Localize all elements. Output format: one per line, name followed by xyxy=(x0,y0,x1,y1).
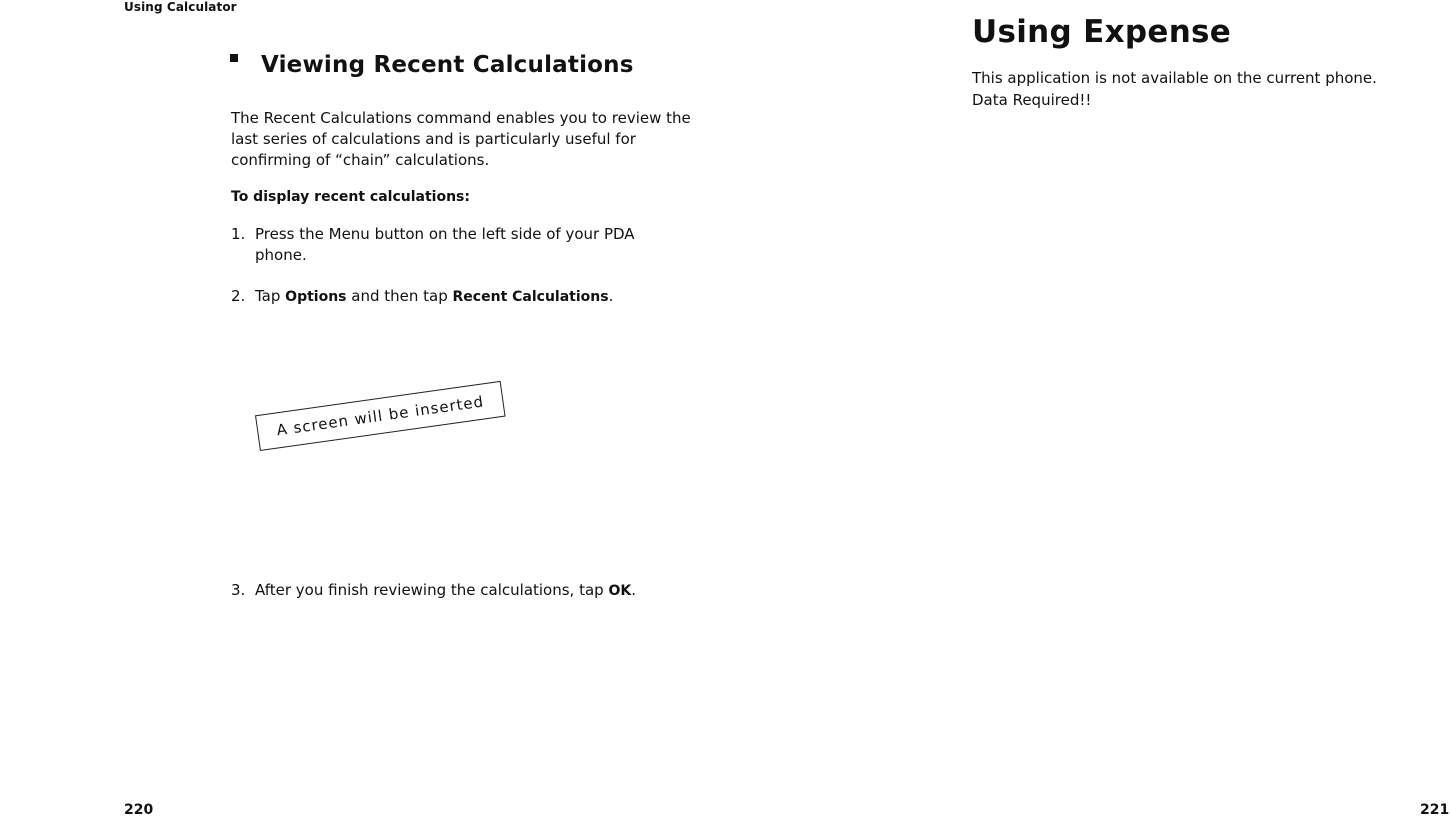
square-bullet-icon xyxy=(230,54,238,62)
step-text-prefix: Tap xyxy=(255,287,286,305)
options-term: Options xyxy=(285,289,347,305)
section-title: Viewing Recent Calculations xyxy=(261,52,634,78)
section-title-row xyxy=(230,52,634,78)
step-text xyxy=(255,286,613,308)
step-2 xyxy=(231,286,691,308)
step-3 xyxy=(231,580,691,602)
intro-paragraph: The Recent Calculations command enables you to review the last series of calculations and is particularly useful for confirming of “chain” calculations. xyxy=(231,109,691,169)
chapter-title: Using Expense xyxy=(972,14,1232,50)
step-1 xyxy=(231,224,691,266)
recent-calculations-term: Recent Calculations xyxy=(452,289,609,305)
step-text-suffix: . xyxy=(631,581,636,599)
step-number: 1. xyxy=(231,225,246,243)
step-text-suffix: . xyxy=(608,287,614,305)
right-page xyxy=(725,0,1450,819)
page-number-left: 220 xyxy=(124,802,154,818)
step-text-middle: and then tap xyxy=(346,287,453,305)
ok-term: OK xyxy=(608,583,632,599)
running-header: Using Calculator xyxy=(124,0,237,14)
procedure-heading: To display recent calculations: xyxy=(231,189,470,205)
step-number: 2. xyxy=(231,287,246,305)
data-required-line: Data Required!! xyxy=(972,91,1092,109)
step-text xyxy=(255,580,636,602)
page-number-right: 221 xyxy=(1420,802,1450,818)
step-number: 3. xyxy=(231,581,246,599)
availability-line: This application is not available on the current phone. xyxy=(972,69,1377,87)
step-text-prefix: After you finish reviewing the calculations, tap xyxy=(255,581,609,599)
screen-placeholder: A screen will be inserted xyxy=(255,381,506,451)
step-text: Press the Menu button on the left side of your PDA phone. xyxy=(255,225,635,264)
availability-note xyxy=(972,67,1442,111)
